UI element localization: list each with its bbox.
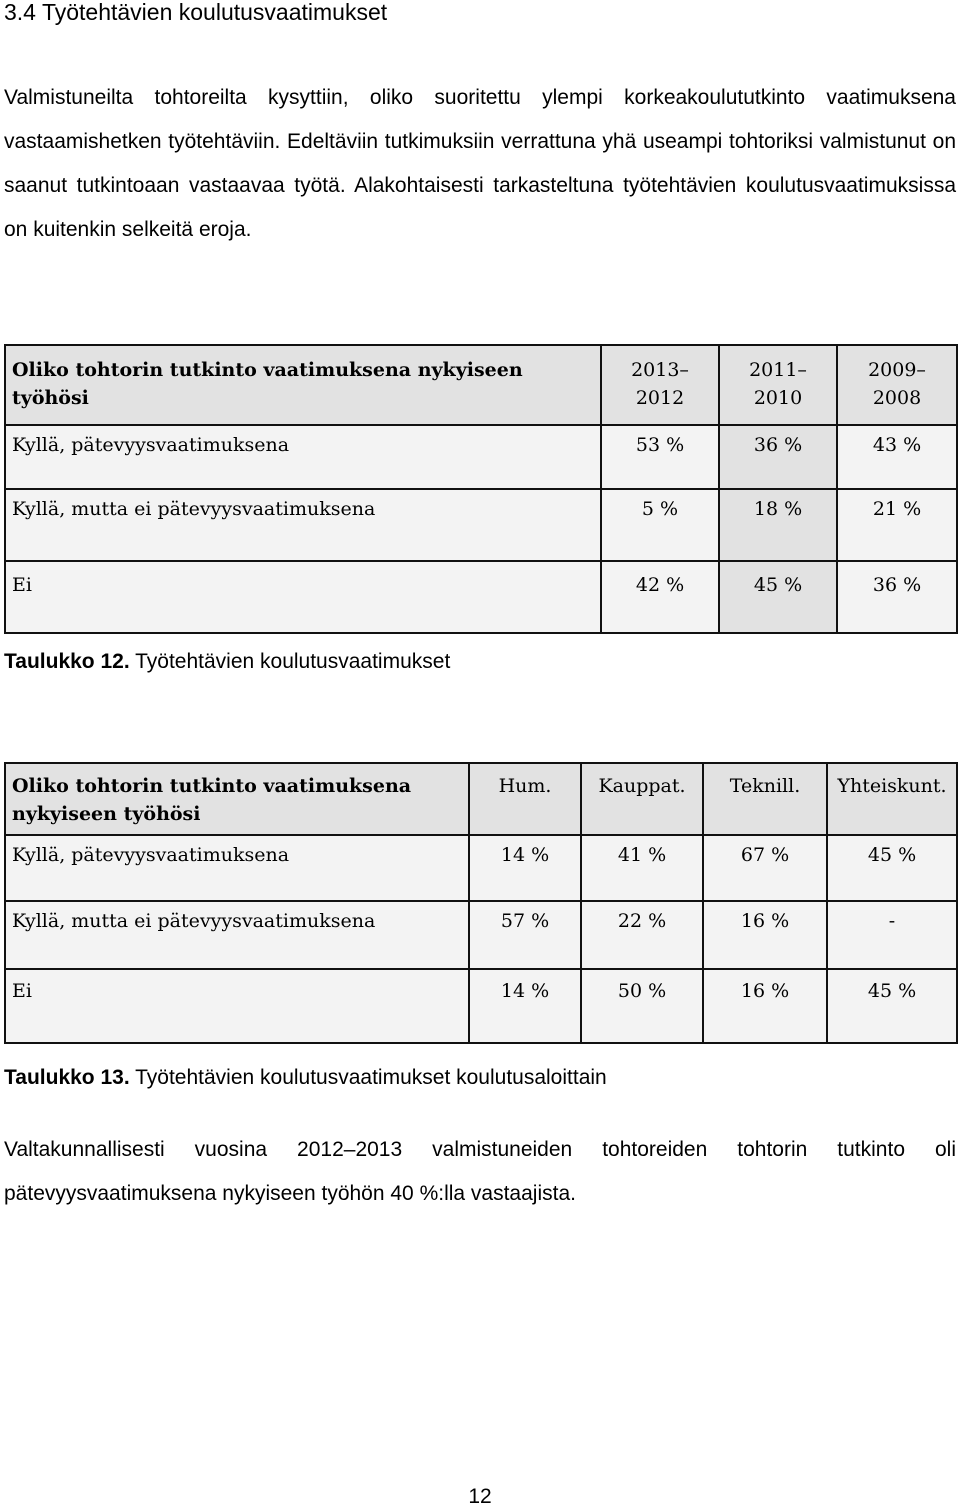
- cell-value: 67 %: [703, 835, 827, 901]
- column-header-hum: Hum.: [469, 763, 581, 835]
- caption-label: Taulukko 13.: [4, 1066, 130, 1089]
- table-12: [4, 344, 958, 634]
- cell-value: 22 %: [581, 901, 703, 969]
- column-header-2011-2010: 2011– 2010: [719, 345, 837, 425]
- page-number: 12: [468, 1485, 492, 1508]
- table-row: [5, 969, 957, 1043]
- table-12-caption: [4, 648, 450, 676]
- row-label: Kyllä, pätevyysvaatimuksena: [5, 425, 601, 489]
- intro-paragraph: Valmistuneilta tohtoreilta kysyttiin, oliko suoritettu ylempi korkeakoulututkinto vaatimuksena vastaamishetken työtehtäviin. Edeltäviin tutkimuksiin verrattuna yhä useampi tohtoriksi valmistunut on saanut tutkintoaan vastaavaa työtä. Alakohtaisesti tarkasteltuna työtehtävien koulutusvaatimuksissa on kuitenkin selkeitä eroja.: [4, 86, 956, 241]
- row-label: Kyllä, pätevyysvaatimuksena: [5, 835, 469, 901]
- cell-value: 57 %: [469, 901, 581, 969]
- cell-value: 36 %: [719, 425, 837, 489]
- column-header-2013-2012: 2013– 2012: [601, 345, 719, 425]
- row-label: Ei: [5, 561, 601, 633]
- cell-value: 16 %: [703, 901, 827, 969]
- caption-text: Työtehtävien koulutusvaatimukset: [129, 650, 451, 673]
- cell-value: 45 %: [719, 561, 837, 633]
- table-header-question: Oliko tohtorin tutkinto vaatimuksena nykyiseen työhösi: [5, 763, 469, 835]
- row-label: Kyllä, mutta ei pätevyysvaatimuksena: [5, 901, 469, 969]
- column-header-2009-2008: 2009– 2008: [837, 345, 957, 425]
- row-label: Kyllä, mutta ei pätevyysvaatimuksena: [5, 489, 601, 561]
- row-label: Ei: [5, 969, 469, 1043]
- cell-value: 36 %: [837, 561, 957, 633]
- cell-value: -: [827, 901, 957, 969]
- cell-value: 14 %: [469, 835, 581, 901]
- cell-value: 50 %: [581, 969, 703, 1043]
- closing-paragraph: Valtakunnallisesti vuosina 2012–2013 valmistuneiden tohtoreiden tohtorin tutkinto oli pätevyysvaatimuksena nykyiseen työhön 40 %:lla vastaajista.: [4, 1138, 956, 1205]
- table-13: [4, 762, 958, 1044]
- table-header-row: [5, 763, 957, 835]
- cell-value: 42 %: [601, 561, 719, 633]
- cell-value: 16 %: [703, 969, 827, 1043]
- caption-text: Työtehtävien koulutusvaatimukset koulutusaloittain: [129, 1066, 607, 1089]
- column-header-yhteiskunt: Yhteiskunt.: [827, 763, 957, 835]
- cell-value: 45 %: [827, 835, 957, 901]
- section-heading: 3.4 Työtehtävien koulutusvaatimukset: [4, 0, 388, 25]
- table-header-row: [5, 345, 957, 425]
- column-header-kauppat: Kauppat.: [581, 763, 703, 835]
- cell-value: 21 %: [837, 489, 957, 561]
- table-row: [5, 901, 957, 969]
- table-row: [5, 425, 957, 489]
- caption-label: Taulukko 12.: [4, 650, 130, 673]
- cell-value: 14 %: [469, 969, 581, 1043]
- table-row: [5, 489, 957, 561]
- column-header-teknill: Teknill.: [703, 763, 827, 835]
- cell-value: 18 %: [719, 489, 837, 561]
- table-row: [5, 835, 957, 901]
- table-header-question: Oliko tohtorin tutkinto vaatimuksena nykyiseen työhösi: [5, 345, 601, 425]
- cell-value: 5 %: [601, 489, 719, 561]
- cell-value: 41 %: [581, 835, 703, 901]
- cell-value: 45 %: [827, 969, 957, 1043]
- table-13-caption: [4, 1064, 607, 1092]
- cell-value: 53 %: [601, 425, 719, 489]
- cell-value: 43 %: [837, 425, 957, 489]
- table-row: [5, 561, 957, 633]
